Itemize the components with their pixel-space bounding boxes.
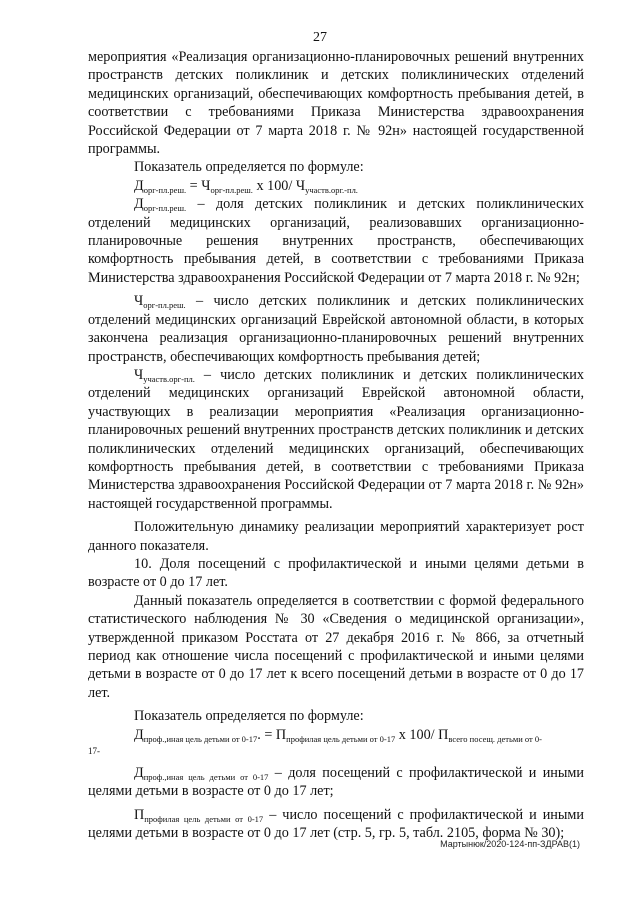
document-body — [88, 48, 584, 843]
definition-subscript: орг-пл.реш. — [143, 300, 186, 311]
paragraph-dynamics: Положительную динамику реализации мероприятий характеризует рост данного показателя. — [88, 519, 584, 554]
definition-text: – число детских поликлиник и детских поликлинических отделений медицинских организаций Еврейской автономной области, участвующих в реализации мероприятия «Реализация организационно-планировочных решений внутренних пространств детских поликлиник и детских поликлинических отделений медицинских организаций, обеспечивающих комфортность пребывания детей, в соответствии с требованиями Приказа Министерства здравоохранения Российской Федерации от 7 марта 2018 г. № 92н» настоящей государственной программы. — [88, 366, 584, 512]
definition-2 — [88, 292, 584, 366]
definition-subscript: орг-пл.реш. — [143, 203, 187, 214]
definition-symbol: Д — [134, 765, 144, 782]
definition-subscript: проф.,иная цель детьми от 0-17 — [143, 772, 269, 783]
formula-1 — [88, 177, 584, 195]
definition-symbol: Д — [134, 196, 144, 213]
formula-symbol: Д — [134, 726, 144, 743]
formula-intro: Показатель определяется по формуле: — [134, 708, 364, 725]
item-10-heading: 10. Доля посещений с профилактической и иными целями детьми в возрасте от 0 до 17 лет. — [88, 555, 584, 591]
definition-text: – число посещений с профилактической и иными целями детьми в возрасте от 0 до 17 лет (стр. 5, гр. 5, табл. 2105, форма № 30); — [88, 806, 584, 842]
formula-2 — [88, 726, 584, 744]
paragraph-continuation: мероприятия «Реализация организационно-планировочных решений внутренних пространств детских поликлиник и детских поликлинических отделений медицинских организаций, обеспечивающих комфортность пребывания детей, в соответствии с требованиями Приказа Министерства здравоохранения Российской Федерации от 7 марта 2018 г. № 92н» настоящей государственной программы. — [88, 49, 584, 158]
formula-operator: х 100/ — [395, 726, 439, 743]
formula-subscript: проф.,иная цель детьми от 0-17 — [143, 733, 258, 744]
definition-text: – доля детских поликлиник и детских поликлинических отделений медицинских организаций, реализовавших организационно-планировочные решения внутренних пространств, обеспечивающих комфортность пребывания детей, в соответствии с требованиями Приказа Министерства здравоохранения Российской Федерации от 7 марта 2018 г. № 92н; — [88, 196, 584, 286]
definition-subscript: участв.орг-пл. — [143, 373, 195, 384]
formula-operator: . = — [257, 726, 276, 743]
formula-intro: Показатель определяется по формуле: — [134, 159, 364, 176]
formula-operator: = — [186, 177, 202, 194]
paragraph-source: Данный показатель определяется в соответствии с формой федерального статистического наблюдения № 30 «Сведения о медицинской организации», утвержденной приказом Росстата от 27 декабря 2016 г. № 866, за отчетный период как отношение числа посещений с профилактической и иными целями детьми в возрасте от 0 до 17 лет к всего посещений детьми в возрасте от 0 до 17 лет. — [88, 592, 584, 701]
definition-subscript: профилая цель детьми от 0-17 — [144, 813, 264, 824]
page-number: 27 — [313, 30, 327, 45]
formula-subscript: всего посещ. детьми от 0- — [448, 733, 542, 744]
definition-1 — [88, 195, 584, 287]
formula-subscript: орг-пл.реш. — [210, 184, 253, 195]
definition-3 — [88, 366, 584, 513]
definition-text: – число детских поликлиник и детских поликлинических отделений медицинских организаций Еврейской автономной области, в которых закончена реализация организационно-планировочных решений внутренних пространств, обеспечивающих комфортность пребывания детей; — [88, 293, 584, 365]
formula-symbol: Ч — [201, 177, 211, 194]
definition-symbol: Ч — [134, 293, 144, 310]
formula-symbol: П — [275, 726, 287, 743]
formula-continuation — [88, 744, 584, 758]
definition-text: – доля посещений с профилактической и иными целями детьми в возрасте от 0 до 17 лет; — [88, 765, 584, 800]
formula-subscript: 17- — [88, 746, 100, 757]
formula-symbol: Д — [134, 177, 144, 194]
definition-symbol: П — [134, 806, 145, 823]
definition-symbol: Ч — [134, 366, 144, 383]
formula-subscript: орг-пл.реш. — [143, 184, 187, 195]
footer-reference: Мартынюк/2020-124-пп-ЗДРАВ(1) — [440, 839, 580, 849]
formula-symbol: Ч — [295, 177, 306, 194]
definition-4 — [88, 764, 584, 801]
formula-subscript: участв.орг.-пл. — [305, 184, 358, 195]
formula-operator: х 100/ — [252, 177, 296, 194]
formula-subscript: профилая цель детьми от 0-17 — [286, 733, 396, 744]
formula-symbol: П — [438, 726, 449, 743]
